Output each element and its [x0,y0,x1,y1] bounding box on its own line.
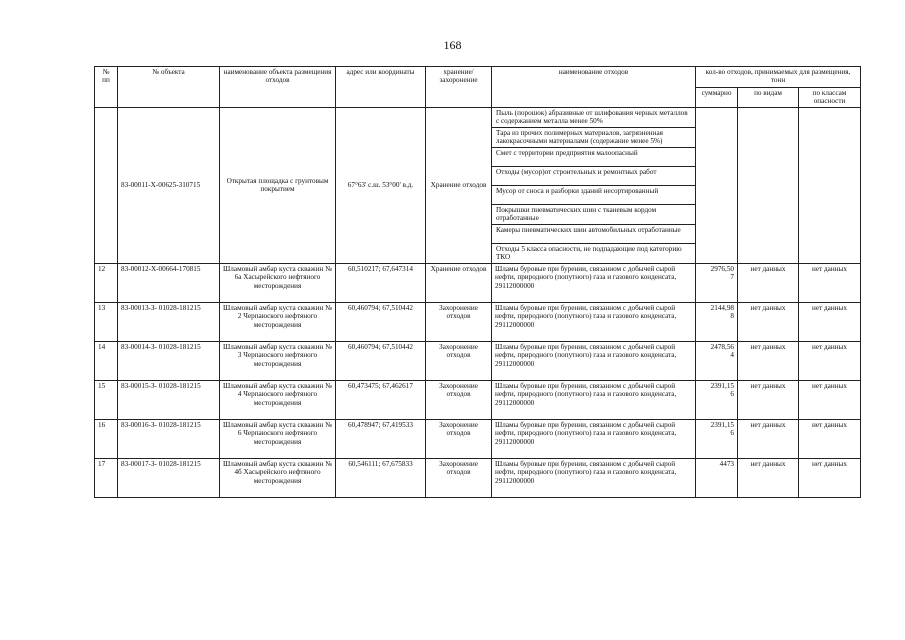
total-cell: 2976,50 7 [696,263,738,302]
waste-name-cell: Шламы буровые при бурении, связанном с добычей сырой нефти, природного (попутного) газа и газового конденсата, 29112000000 [492,302,696,341]
waste-name-cell: Шламы буровые при бурении, связанном с добычей сырой нефти, природного (попутного) газа и газового конденсата, 29112000000 [492,380,696,419]
waste-facilities-table [94,66,861,498]
object-name-cell: Открытая площадка с грунтовым покрытием [220,108,336,264]
waste-name-cell: Шламы буровые при бурении, связанном с добычей сырой нефти, природного (попутного) газа и газового конденсата, 29112000000 [492,458,696,497]
row-number-cell: 13 [95,302,118,341]
total-cell: 4473 [696,458,738,497]
waste-name-cell: Отходы 5 класса опасности, не подпадающие под категорию ТКО [492,243,696,263]
waste-name-cell: Шламы буровые при бурении, связанном с добычей сырой нефти, природного (попутного) газа и газового конденсата, 29112000000 [492,263,696,302]
by-type-cell: нет данных [738,341,799,380]
col-by-class-header: по классам опасности [799,88,861,108]
storage-type-cell: Хранение отходов [426,263,492,302]
total-cell: 2391,15 6 [696,380,738,419]
waste-name-cell: Тара из прочих полимерных материалов, загрязненная лакокрасочными материалами (содержание менее 5%) [492,127,696,147]
storage-type-cell: Хранение отходов [426,108,492,264]
by-type-cell: нет данных [738,302,799,341]
col-waste-name-header: наименование отходов [492,67,696,108]
total-cell: 2144,98 8 [696,302,738,341]
waste-name-cell: Шламы буровые при бурении, связанном с добычей сырой нефти, природного (попутного) газа и газового конденсата, 29112000000 [492,419,696,458]
col-storage-header: хранение/захоронение [426,67,492,108]
by-type-cell: нет данных [738,380,799,419]
waste-name-cell: Камеры пневматических шин автомобильных отработанные [492,224,696,243]
by-type-cell: нет данных [738,263,799,302]
address-cell: 67°63' с.ш. 53°00' в.д. [336,108,426,264]
waste-name-cell: Мусор от сноса и разборки зданий несортированный [492,185,696,204]
by-class-cell: нет данных [799,302,861,341]
object-number-cell: 83-00011-Х-00625-310715 [118,108,220,264]
address-cell: 60,546111; 67,675833 [336,458,426,497]
storage-type-cell: Захоронение отходов [426,341,492,380]
by-class-cell: нет данных [799,419,861,458]
object-name-cell: Шламовый амбар куста скважин № 4б Хасырейского нефтяного месторождения [220,458,336,497]
row-number-cell: 17 [95,458,118,497]
table-row [95,458,861,497]
row-number-cell: 14 [95,341,118,380]
object-name-cell: Шламовый амбар куста скважин № 6 Черпаюского нефтяного месторождения [220,419,336,458]
object-name-cell: Шламовый амбар куста скважин № 6а Хасырейского нефтяного месторождения [220,263,336,302]
object-number-cell: 83-00012-Х-00664-170815 [118,263,220,302]
waste-name-cell: Отходы (мусор)от строительных и ремонтных работ [492,166,696,185]
col-by-type-header: по видам [738,88,799,108]
waste-name-cell: Покрышки пневматических шин с тканевым кордом отработанные [492,204,696,224]
col-object-name-header: наименование объекта размещения отходов [220,67,336,108]
object-name-cell: Шламовый амбар куста скважин № 4 Черпаюского нефтяного месторождения [220,380,336,419]
storage-type-cell: Захоронение отходов [426,458,492,497]
waste-name-cell: Пыль (порошок) абразивные от шлифования черных металлов с содержанием металла менее 50% [492,108,696,128]
table-row [95,419,861,458]
page-number: 168 [443,38,462,52]
address-cell: 60,473475; 67,462617 [336,380,426,419]
by-type-cell: нет данных [738,458,799,497]
table-row [95,263,861,302]
object-number-cell: 83-00017-З- 01028-181215 [118,458,220,497]
address-cell: 60,460794; 67,510442 [336,302,426,341]
row-number-cell: 16 [95,419,118,458]
object-number-cell: 83-00016-З- 01028-181215 [118,419,220,458]
object-number-cell: 83-00014-З- 01028-181215 [118,341,220,380]
row-number-cell: 12 [95,263,118,302]
col-object-no-header: № объекта [118,67,220,108]
address-cell: 60,510217; 67,647314 [336,263,426,302]
storage-type-cell: Захоронение отходов [426,380,492,419]
by-type-cell [738,108,799,264]
object-number-cell: 83-00013-З- 01028-181215 [118,302,220,341]
table-row [95,302,861,341]
by-class-cell: нет данных [799,380,861,419]
waste-name-cell: Шламы буровые при бурении, связанном с добычей сырой нефти, природного (попутного) газа и газового конденсата, 29112000000 [492,341,696,380]
col-total-header: суммарно [696,88,738,108]
waste-name-cell: Смет с территории предприятия малоопасный [492,147,696,166]
by-type-cell: нет данных [738,419,799,458]
waste-row [95,108,861,128]
total-cell: 2478,56 4 [696,341,738,380]
by-class-cell [799,108,861,264]
col-address-header: адрес или координаты [336,67,426,108]
storage-type-cell: Захоронение отходов [426,419,492,458]
total-cell: 2391,15 6 [696,419,738,458]
object-name-cell: Шламовый амбар куста скважин № 2 Черпаюского нефтяного месторождения [220,302,336,341]
col-qty-group-header: кол-во отходов, принимаемых для размещения, тонн [696,67,861,88]
object-name-cell: Шламовый амбар куста скважин № 3 Черпаюского нефтяного месторождения [220,341,336,380]
by-class-cell: нет данных [799,263,861,302]
col-num-header: № пп [95,67,118,108]
address-cell: 60,460794; 67,510442 [336,341,426,380]
table-row [95,341,861,380]
address-cell: 60,478947; 67,419533 [336,419,426,458]
table-row [95,380,861,419]
by-class-cell: нет данных [799,458,861,497]
total-cell [696,108,738,264]
row-number-cell [95,108,118,264]
storage-type-cell: Захоронение отходов [426,302,492,341]
object-number-cell: 83-00015-З- 01028-181215 [118,380,220,419]
header-row [95,67,861,88]
row-number-cell: 15 [95,380,118,419]
by-class-cell: нет данных [799,341,861,380]
